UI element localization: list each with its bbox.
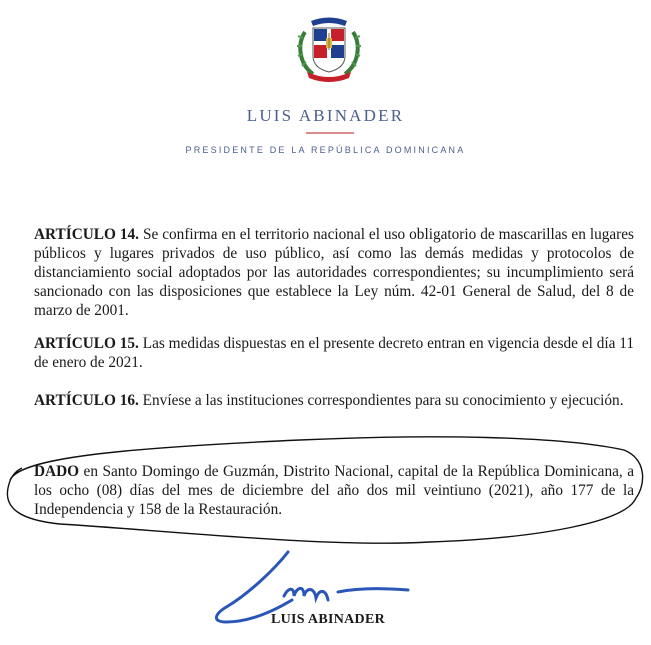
article-15 (34, 334, 634, 372)
letterhead-title: PRESIDENTE DE LA REPÚBLICA DOMINICANA (185, 145, 466, 155)
article-label: ARTÍCULO 16. (34, 392, 139, 409)
article-text: Las medidas dispuestas en el presente decreto entran en vigencia desde el día 11 de enero de 2021. (34, 335, 634, 371)
signatory-name: LUIS ABINADER (271, 612, 385, 627)
letterhead-divider (306, 132, 354, 134)
letterhead-name: LUIS ABINADER (246, 106, 405, 125)
dado-label: DADO (34, 463, 80, 480)
article-text: Se confirma en el territorio nacional el uso obligatorio de mascarillas en lugares públicos y lugares privados de uso público, así como las demás medidas y protocolos de distanciamiento social adoptados por las autoridades correspondientes; su incumplimiento será sancionado con las disposiciones que establece la Ley núm. 42-01 General de Salud, del 8 de marzo de 2001. (34, 226, 634, 319)
dado-paragraph (34, 462, 634, 519)
article-label: ARTÍCULO 14. (34, 226, 139, 243)
article-14 (34, 225, 634, 320)
dado-text: en Santo Domingo de Guzmán, Distrito Nacional, capital de la República Dominicana, a los ocho (08) días del mes de diciembre del año dos mil veintiuno (2021), año 177 de la Independencia y 158 de la Restauración. (34, 463, 634, 518)
coat-of-arms-seal-icon (295, 14, 363, 84)
article-text: Envíese a las instituciones correspondientes para su conocimiento y ejecución. (138, 392, 624, 409)
article-16 (34, 391, 634, 410)
article-label: ARTÍCULO 15. (34, 335, 139, 352)
